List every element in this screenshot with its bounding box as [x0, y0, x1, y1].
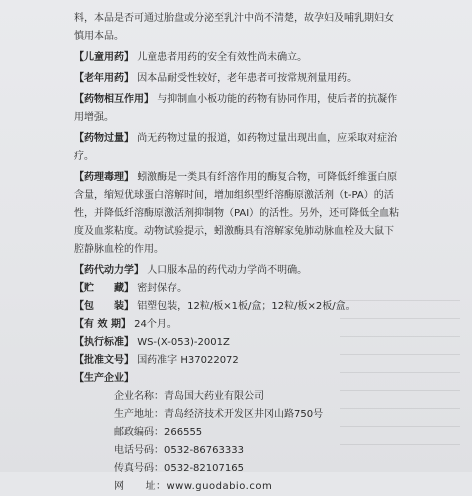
- section-geriatric-use: [74, 70, 432, 88]
- section-text: 与抑制血小板功能的药物有协同作用，使后者的抗凝作: [157, 94, 398, 105]
- section-drug-interactions: [74, 91, 432, 127]
- section-heading: 【批准文号】: [74, 355, 134, 366]
- paragraph-line: 料，本品是否可通过胎盘或分泌至乳汁中尚不清楚，故孕妇及哺乳期妇女: [74, 13, 394, 24]
- section-text: 铝塑包装，12粒/板×1板/盒；12粒/板×2板/盒。: [137, 301, 356, 312]
- section-heading: 【生产企业】: [74, 373, 134, 384]
- section-heading: 【药物过量】: [74, 133, 134, 144]
- section-text: 用增强。: [74, 112, 114, 123]
- paragraph-line: 慎用本品。: [74, 31, 124, 42]
- section-text: 腔静脉血栓的作用。: [74, 244, 164, 255]
- section-text: 疗。: [74, 151, 94, 162]
- section-text: 度及血浆粘度。动物试验提示，蚓激酶具有溶解家兔肺动脉血栓及大鼠下: [74, 226, 394, 237]
- section-heading: 【执行标准】: [74, 337, 134, 348]
- section-text: 24个月。: [134, 319, 177, 330]
- manufacturer-zip: 邮政编码：266555: [114, 427, 203, 438]
- section-heading: 【贮 藏】: [74, 283, 134, 294]
- section-text: 含量，缩短优球蛋白溶解时间，增加组织型纤溶酶原激活剂（t-PA）的活: [74, 190, 394, 201]
- manufacturer-name: 企业名称：青岛国大药业有限公司: [114, 391, 264, 402]
- section-overdose: [74, 130, 432, 166]
- section-text: WS-(X-053)-2001Z: [137, 337, 230, 348]
- section-text: 密封保存。: [137, 283, 188, 294]
- section-manufacturer: [74, 370, 432, 388]
- section-standard: [74, 334, 432, 352]
- section-heading: 【有 效 期】: [74, 319, 131, 330]
- section-heading: 【老年用药】: [74, 73, 134, 84]
- section-heading: 【药物相互作用】: [74, 94, 154, 105]
- section-text: 儿童患者用药的安全有效性尚未确立。: [137, 52, 308, 63]
- section-text: 国药准字 H37022072: [137, 355, 239, 366]
- section-text: 尚无药物过量的报道，如药物过量出现出血，应采取对症治: [137, 133, 398, 144]
- manufacturer-address: 生产地址：青岛经济技术开发区井冈山路750号: [114, 409, 324, 420]
- manufacturer-phone: 电话号码：0532-86763333: [114, 445, 244, 456]
- section-packaging: [74, 298, 432, 316]
- section-approval-number: [74, 352, 432, 370]
- section-text: 因本品耐受性较好，老年患者可按常规剂量用药。: [137, 73, 358, 84]
- section-heading: 【药代动力学】: [74, 265, 144, 276]
- manufacturer-website: 网 址：www.guodabio.com: [114, 481, 273, 492]
- section-pharmacology: [74, 169, 432, 259]
- section-shelf-life: [74, 316, 432, 334]
- section-text: 人口服本品的药代动力学尚不明确。: [147, 265, 308, 276]
- section-heading: 【包 装】: [74, 301, 134, 312]
- section-text: 性，并降低纤溶酶原激活剂抑制物（PAI）的活性。另外，还可降低全血粘: [74, 208, 400, 219]
- insert-text: [74, 10, 432, 496]
- section-heading: 【儿童用药】: [74, 52, 134, 63]
- manufacturer-fax: 传真号码：0532-82107165: [114, 463, 244, 474]
- section-pharmacokinetics: [74, 262, 432, 280]
- section-text: 蚓激酶是一类具有纤溶作用的酶复合物，可降低纤维蛋白原: [137, 172, 398, 183]
- section-pediatric-use: [74, 49, 432, 67]
- section-storage: [74, 280, 432, 298]
- section-heading: 【药理毒理】: [74, 172, 134, 183]
